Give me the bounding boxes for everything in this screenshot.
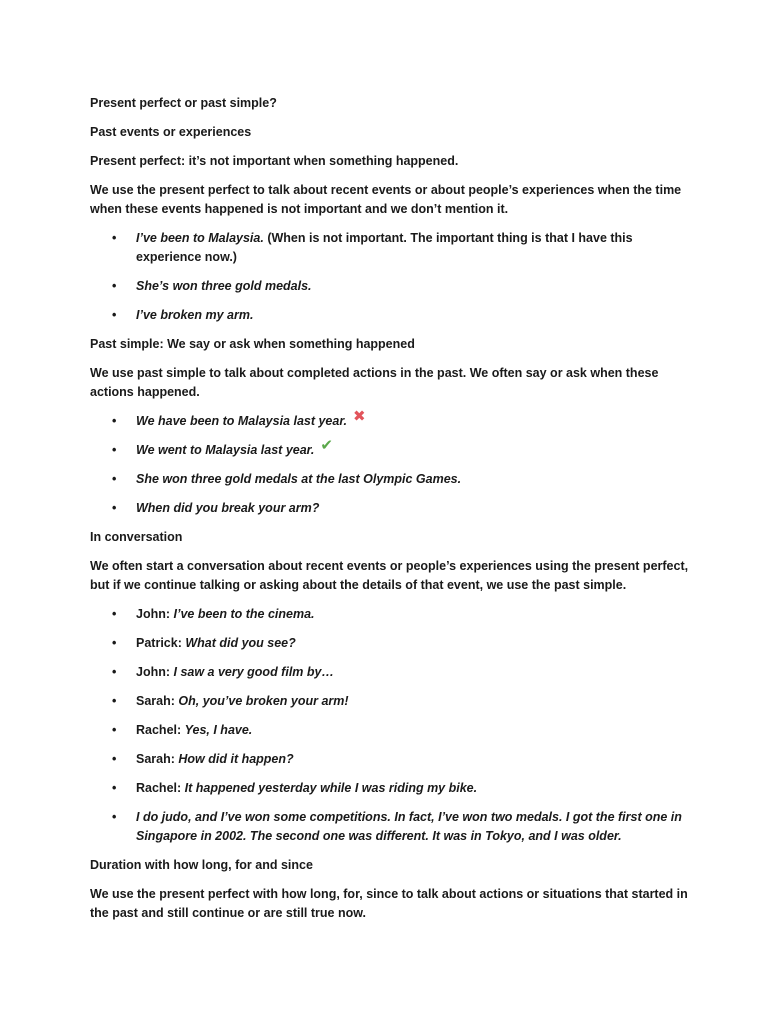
list-item [90, 721, 690, 740]
subheading-present-perfect: Present perfect: it’s not important when something happened. [90, 154, 459, 168]
list-item [90, 277, 690, 296]
subheading-past-simple: Past simple: We say or ask when something happened [90, 337, 415, 351]
dialogue-line: Yes, I have. [184, 723, 253, 737]
speaker: Sarah: [136, 752, 179, 766]
example-text: We went to Malaysia last year. [136, 443, 315, 457]
list-item [90, 437, 690, 460]
speaker: Patrick: [136, 636, 186, 650]
list-item [90, 408, 690, 431]
dialogue-line: It happened yesterday while I was riding my bike. [184, 781, 478, 795]
example-text: We have been to Malaysia last year. [136, 414, 347, 428]
speaker: Rachel: [136, 723, 185, 737]
section-heading-duration: Duration with how long, for and since [90, 858, 313, 872]
dialogue-line: What did you see? [185, 636, 296, 650]
dialogue-line: How did it happen? [178, 752, 294, 766]
list-item [90, 808, 690, 846]
list-item [90, 634, 690, 653]
check-icon: ✔ [320, 437, 333, 454]
paragraph-present-perfect-intro: We use the present perfect to talk about recent events or about people’s experiences when the time when these events happened is not important and we don’t mention it. [90, 183, 682, 216]
speaker: Rachel: [136, 781, 185, 795]
speaker: John: [136, 665, 174, 679]
paragraph-duration-intro: We use the present perfect with how long, for, since to talk about actions or situations that started in the past and still continue or are still true now. [90, 887, 688, 920]
list-item [90, 663, 690, 682]
example-text: I’ve broken my arm. [136, 308, 254, 322]
list-past-simple-examples [90, 408, 690, 518]
speaker: Sarah: [136, 694, 179, 708]
dialogue-line: I do judo, and I’ve won some competitions. In fact, I’ve won two medals. I got the first one in Singapore in 2002. The second one was different. It was in Tokyo, and I was older. [136, 810, 682, 843]
example-text: I’ve been to Malaysia. [136, 231, 264, 245]
cross-icon: ✖ [353, 408, 366, 425]
document-title: Present perfect or past simple? [90, 96, 277, 110]
list-present-perfect-examples [90, 229, 690, 325]
section-heading-past-events: Past events or experiences [90, 125, 252, 139]
list-item [90, 605, 690, 624]
example-note: (When is not important. The important thing is that I have this experience now.) [136, 231, 633, 264]
list-item [90, 306, 690, 325]
speaker: John: [136, 607, 174, 621]
list-item [90, 499, 690, 518]
list-item [90, 229, 690, 267]
document-page [90, 94, 690, 933]
list-conversation [90, 605, 690, 846]
section-heading-conversation: In conversation [90, 530, 183, 544]
example-text: She won three gold medals at the last Olympic Games. [136, 472, 462, 486]
dialogue-line: Oh, you’ve broken your arm! [178, 694, 349, 708]
dialogue-line: I’ve been to the cinema. [173, 607, 315, 621]
example-text: She’s won three gold medals. [136, 279, 312, 293]
paragraph-past-simple-intro: We use past simple to talk about completed actions in the past. We often say or ask when these actions happened. [90, 366, 659, 399]
example-text: When did you break your arm? [136, 501, 320, 515]
list-item [90, 470, 690, 489]
paragraph-conversation-intro: We often start a conversation about recent events or people’s experiences using the present perfect, but if we continue talking or asking about the details of that event, we use the past simple. [90, 559, 689, 592]
list-item [90, 779, 690, 798]
list-item [90, 692, 690, 711]
dialogue-line: I saw a very good film by… [173, 665, 334, 679]
list-item [90, 750, 690, 769]
